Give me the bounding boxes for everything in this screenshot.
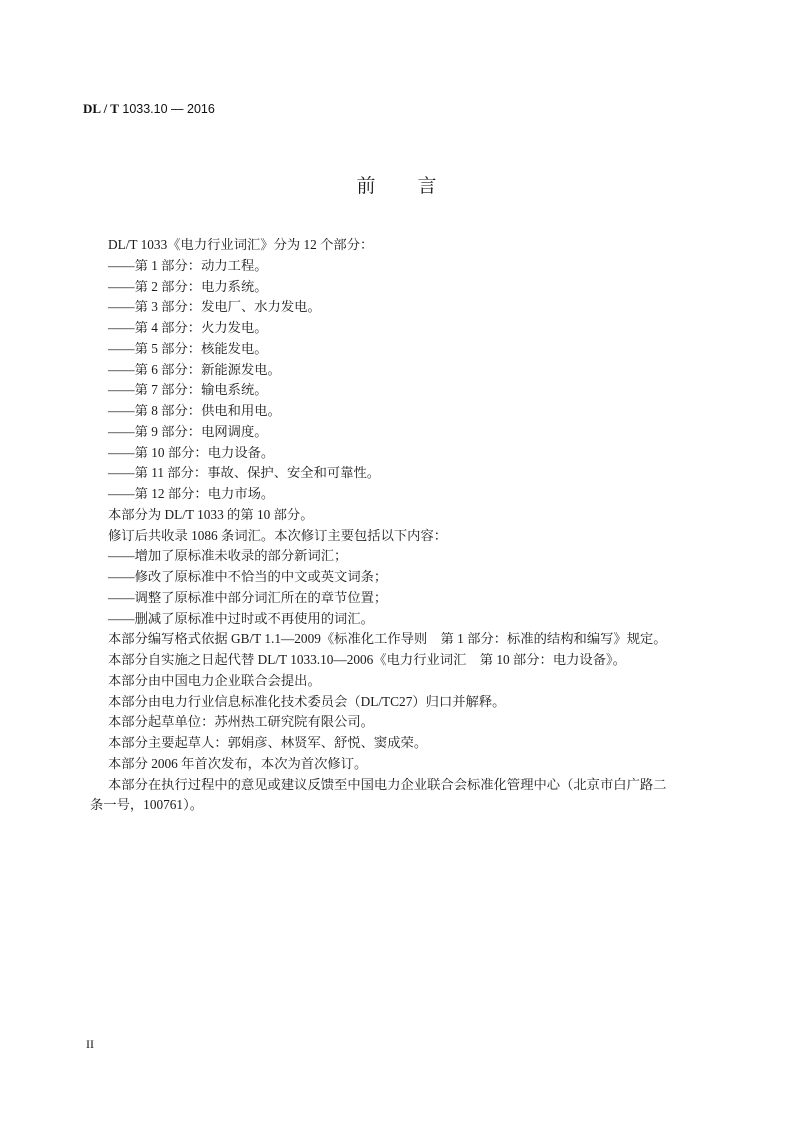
part-item: ——第 12 部分：电力市场。 bbox=[108, 486, 275, 501]
part-item: ——第 9 部分：电网调度。 bbox=[108, 423, 268, 439]
document-header bbox=[83, 101, 215, 117]
paragraph-history: 本部分 2006 年首次发布，本次为首次修订。 bbox=[108, 755, 368, 771]
paragraph-proposed-by: 本部分由中国电力企业联合会提出。 bbox=[108, 672, 321, 688]
title-char-1: 前 bbox=[356, 175, 376, 197]
title-char-2: 言 bbox=[417, 175, 437, 197]
part-item: ——第 2 部分：电力系统。 bbox=[108, 278, 268, 294]
paragraph-administered-by: 本部分由电力行业信息标准化技术委员会（DL/TC27）归口并解释。 bbox=[108, 693, 506, 709]
revision-item: ——增加了原标准未收录的部分新词汇； bbox=[108, 548, 348, 564]
paragraph-drafters: 本部分主要起草人：郭娟彦、林贤军、舒悦、窦成荣。 bbox=[108, 735, 428, 750]
part-item: ——第 6 部分：新能源发电。 bbox=[108, 361, 281, 377]
part-item: ——第 5 部分：核能发电。 bbox=[108, 340, 268, 356]
standard-prefix: DL / T bbox=[83, 101, 119, 116]
part-item: ——第 1 部分：动力工程。 bbox=[108, 257, 268, 273]
intro-line: DL/T 1033《电力行业词汇》分为 12 个部分： bbox=[108, 237, 374, 252]
revision-item: ——修改了原标准中不恰当的中文或英文词条； bbox=[108, 569, 388, 584]
foreword-body bbox=[90, 235, 715, 816]
paragraph-format-basis: 本部分编写格式依据 GB/T 1.1—2009《标准化工作导则 第 1 部分：标准的结构和编写》规定。 bbox=[108, 631, 667, 647]
part-item: ——第 7 部分：输电系统。 bbox=[108, 382, 268, 398]
page-number: II bbox=[86, 1037, 94, 1051]
standard-number: 1033.10 — 2016 bbox=[122, 102, 215, 116]
revision-intro: 修订后共收录 1086 条词汇。本次修订主要包括以下内容： bbox=[108, 527, 448, 543]
revision-item: ——调整了原标准中部分词汇所在的章节位置； bbox=[108, 589, 388, 605]
part-item: ——第 10 部分：电力设备。 bbox=[108, 444, 275, 460]
part-item: ——第 3 部分：发电厂、水力发电。 bbox=[108, 299, 321, 315]
paragraph-replaces: 本部分自实施之日起代替 DL/T 1033.10—2006《电力行业词汇 第 10 部分：电力设备》。 bbox=[108, 652, 626, 667]
part-item: ——第 4 部分：火力发电。 bbox=[108, 320, 268, 335]
part-item: ——第 8 部分：供电和用电。 bbox=[108, 403, 281, 418]
feedback-line-1: 本部分在执行过程中的意见或建议反馈至中国电力企业联合会标准化管理中心（北京市白广路二 bbox=[108, 776, 667, 792]
part-item: ——第 11 部分：事故、保护、安全和可靠性。 bbox=[108, 465, 381, 481]
revision-item: ——删减了原标准中过时或不再使用的词汇。 bbox=[108, 610, 374, 626]
this-part-line: 本部分为 DL/T 1033 的第 10 部分。 bbox=[108, 506, 314, 522]
paragraph-drafting-unit: 本部分起草单位：苏州热工研究院有限公司。 bbox=[108, 714, 374, 730]
page-title bbox=[0, 171, 793, 198]
feedback-line-2: 条一号，100761）。 bbox=[90, 797, 204, 813]
